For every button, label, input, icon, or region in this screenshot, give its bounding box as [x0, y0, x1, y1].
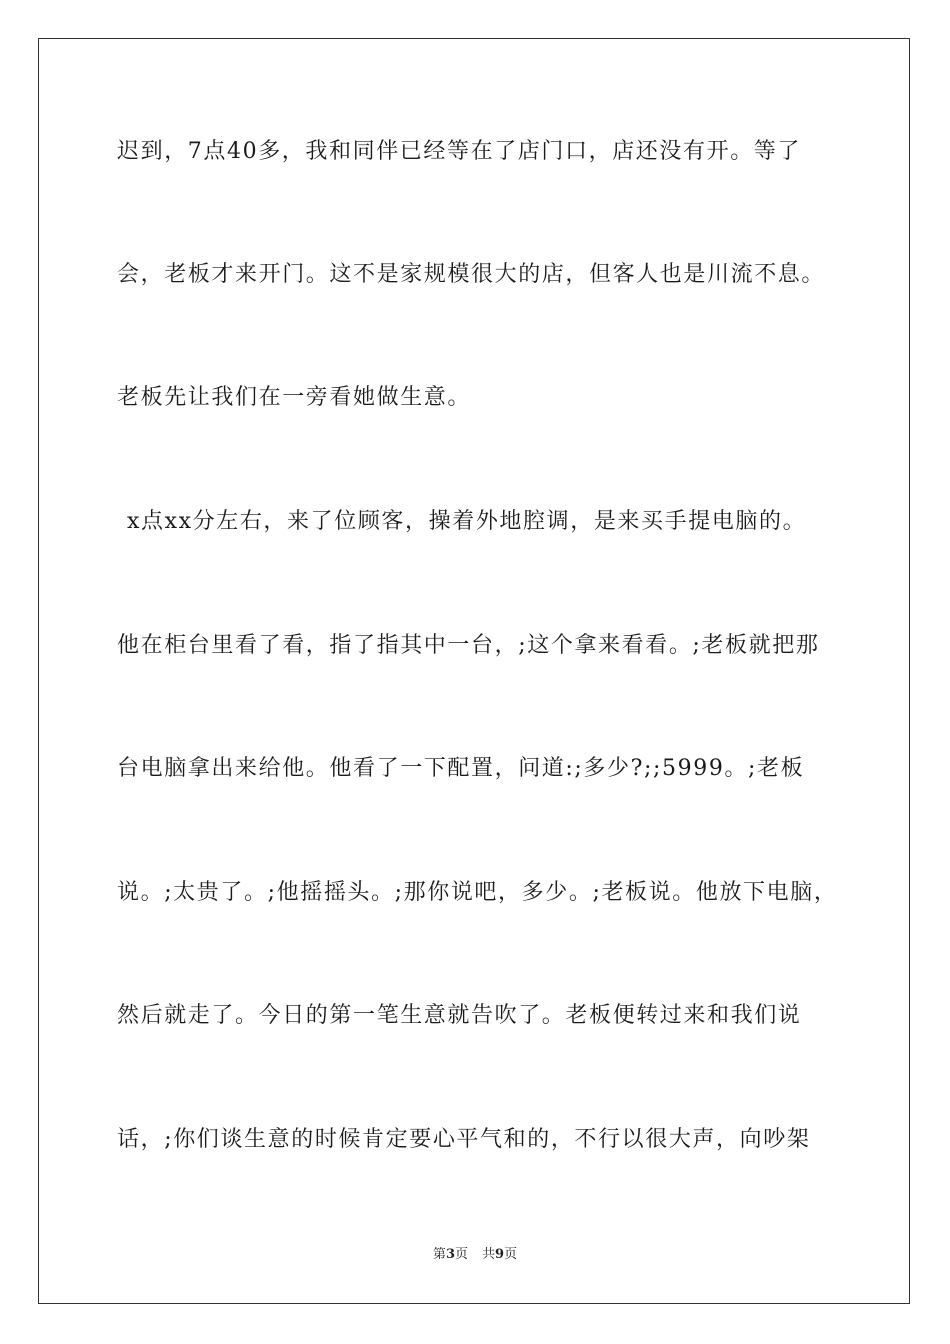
- text-line-4: x点xx分左右，来了位顾客，操着外地腔调，是来买手提电脑的。: [127, 509, 807, 534]
- total-prefix: 共: [482, 1247, 496, 1262]
- page-prefix: 第: [432, 1247, 446, 1262]
- text-line-9: 话，;你们谈生意的时候肯定要心平气和的，不行以很大声，向吵架: [117, 1127, 811, 1152]
- text-line-3: 老板先让我们在一旁看她做生意。: [117, 385, 472, 410]
- text-line-1: 迟到，7点40多，我和同伴已经等在了店门口，店还没有开。等了: [117, 139, 801, 164]
- page-suffix: 页: [454, 1247, 468, 1262]
- total-pages: 9: [495, 1247, 505, 1262]
- text-line-8: 然后就走了。今日的第一笔生意就告吹了。老板便转过来和我们说: [117, 1003, 802, 1028]
- page-border: [38, 38, 910, 1304]
- text-line-7: 说。;太贵了。;他摇摇头。;那你说吧，多少。;老板说。他放下电脑，: [117, 880, 838, 905]
- total-suffix: 页: [504, 1247, 518, 1262]
- text-line-2: 会，老板才来开门。这不是家规模很大的店，但客人也是川流不息。: [117, 262, 826, 287]
- page-footer: [0, 1246, 950, 1264]
- text-line-6: 台电脑拿出来给他。他看了一下配置，问道:;多少?;;5999。;老板: [117, 756, 805, 781]
- text-line-5: 他在柜台里看了看，指了指其中一台，;这个拿来看看。;老板就把那: [117, 633, 820, 658]
- page-number: 3: [445, 1247, 455, 1262]
